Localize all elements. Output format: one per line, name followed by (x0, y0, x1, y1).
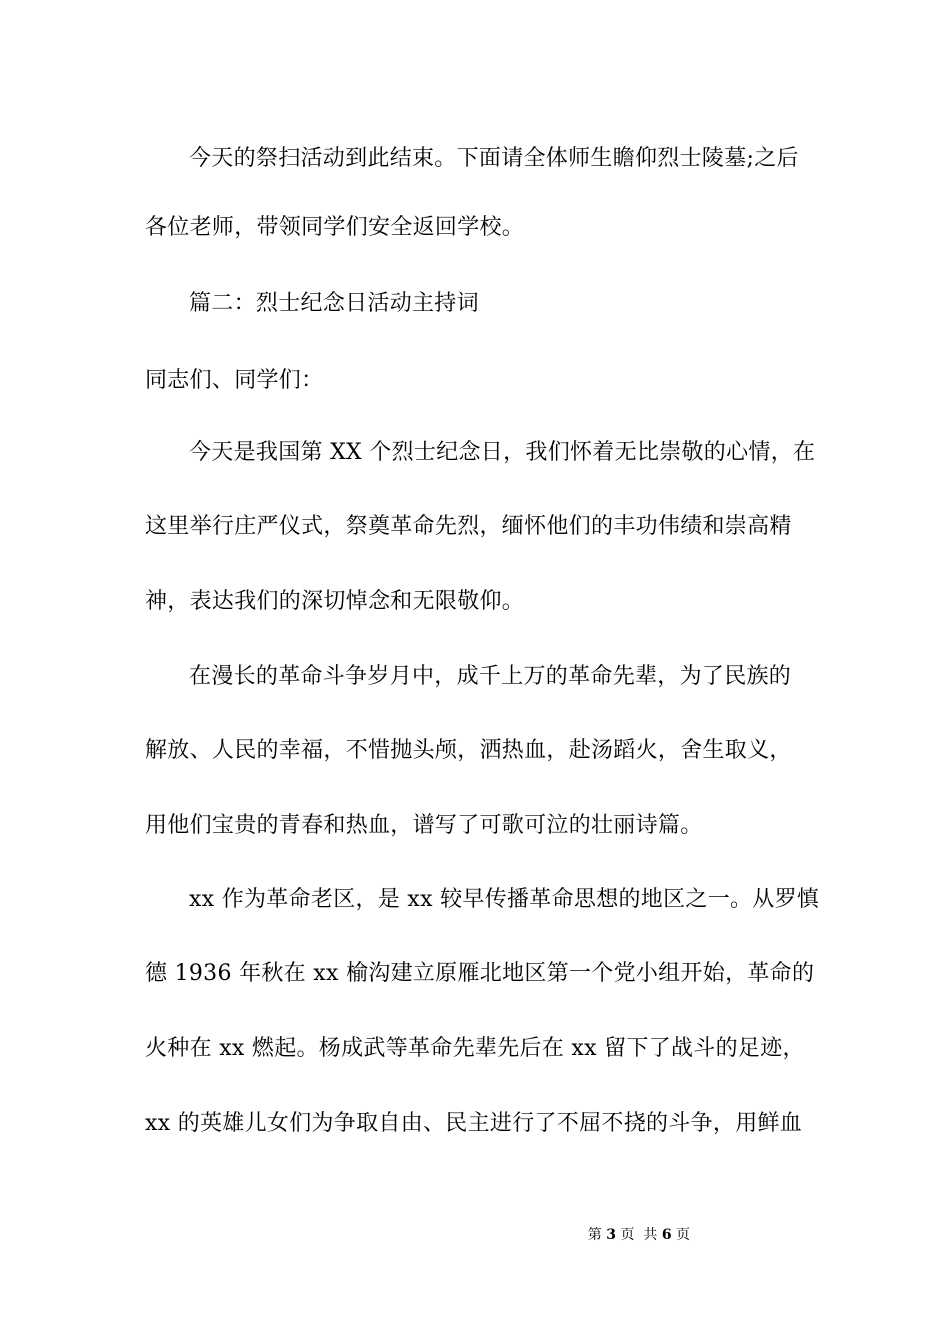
text-line: 解放、人民的幸福，不惜抛头颅，洒热血，赴汤蹈火，舍生取义， (145, 738, 792, 763)
text-line: 这里举行庄严仪式，祭奠革命先烈，缅怀他们的丰功伟绩和崇高精 (145, 514, 792, 539)
text-line: xx 的英雄儿女们为争取自由、民主进行了不屈不挠的斗争，用鲜血 (145, 1111, 803, 1136)
total-pages: 6 (661, 1227, 672, 1243)
text-line: 各位老师，带领同学们安全返回学校。 (145, 215, 525, 240)
current-page: 3 (606, 1227, 616, 1243)
footer-suffix: 页 (676, 1227, 691, 1243)
text-line: xx 作为革命老区，是 xx 较早传播革命思想的地区之一。从罗慎 (189, 887, 820, 912)
page-number (588, 1227, 690, 1243)
section-heading: 篇二：烈士纪念日活动主持词 (189, 291, 479, 316)
text-line: 火种在 xx 燃起。杨成武等革命先辈先后在 xx 留下了战斗的足迹， (145, 1036, 805, 1061)
text-line: 神，表达我们的深切悼念和无限敬仰。 (145, 589, 525, 614)
page-footer (0, 1208, 950, 1262)
text-line: 德 1936 年秋在 xx 榆沟建立原雁北地区第一个党小组开始，革命的 (145, 961, 815, 986)
text-line: 用他们宝贵的青春和热血，谱写了可歌可泣的壮丽诗篇。 (145, 813, 703, 838)
text-line: 今天的祭扫活动到此结束。下面请全体师生瞻仰烈士陵墓;之后 (189, 146, 799, 171)
salutation: 同志们、同学们： (145, 368, 324, 393)
footer-middle: 页 共 (620, 1227, 658, 1243)
text-line: 今天是我国第 XX 个烈士纪念日，我们怀着无比崇敬的心情，在 (189, 440, 816, 465)
footer-prefix: 第 (587, 1227, 602, 1243)
text-line: 在漫长的革命斗争岁月中，成千上万的革命先辈，为了民族的 (189, 664, 792, 689)
